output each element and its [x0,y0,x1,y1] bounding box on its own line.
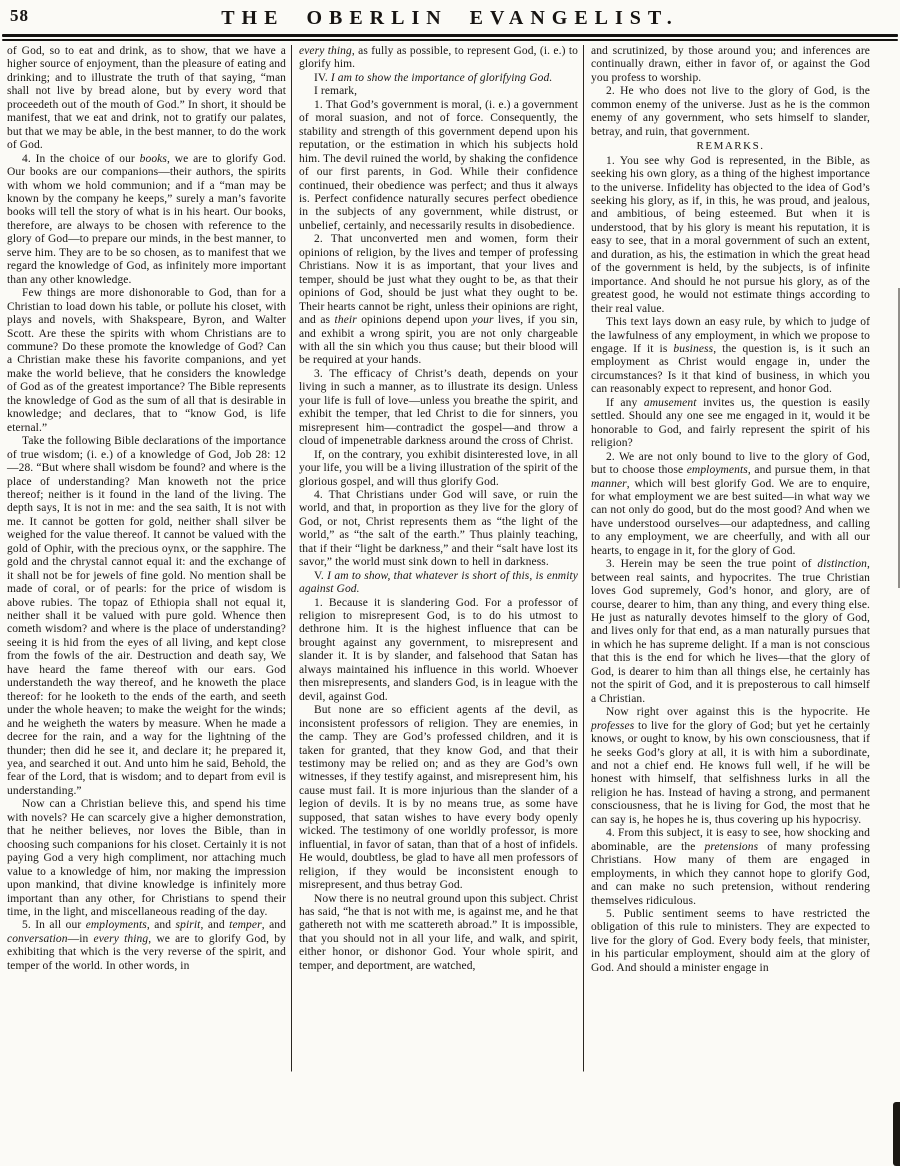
paragraph: 4. That Christians under God will save, or ruin the world, and that, in proportion as they live for the glory of God, or not, Christ represents them as “the light of the world,” as “the salt of the earth.” Thus plainly teaching, that if their “light be darkness,” and their “salt have lost its savor,” the world must sink down to hell in darkness. [299,488,578,569]
paragraph: of God, so to eat and drink, as to show, that we have a higher source of enjoyment, than the pleasure of eating and drinking; and to illustrate the truth of that saying, “man shall not live by bread alone, but by every word that proceedeth out of the mouth of God.” In short, it should be manifest, that we eat and drink, not to gratify our palates, but that we may be able, in the best manner, to do the work of God. [7,45,286,152]
paragraph: 1. Because it is slandering God. For a professor of religion to misrepresent God, is to do his utmost to dethrone him. It is the highest influence that can be brought against any government, to misrepresent and slander it. It is by slander, and falsehood that Satan has always maintained his influence in this world. Whoever then misrepresents, and slanders God, is in league with the devil, against God. [299,596,578,703]
paragraph: This text lays down an easy rule, by which to judge of the lawfulness of any employment, in which we propose to engage. If it is business, the question is, is it such an employment as Christ would engage in, under the circumstances? Is it that kind of business, in which you can reasonably expect to represent, and honor God. [591,316,871,396]
article-columns [0,41,900,1161]
paragraph: If, on the contrary, you exhibit disinterested love, in all your life, you will be a living illustration of the spirit of the glorious gospel, and will thus glorify God. [299,448,578,488]
section-heading-v: V. I am to show, that whatever is short of this, is enmity against God. [299,569,578,596]
paragraph: 5. In all our employments, and spirit, and temper, and conversation—in every thing, we are to glorify God, by exhibiting that which is the very reverse of the spirit, and temper of the world. In other words, in [7,919,286,972]
paragraph: 5. Public sentiment seems to have restricted the obligation of this rule to ministers. They are expected to live for the glory of God. Every body feels, that minister, in his particular employment, should aim at the glory of God. And should a minister engage in [591,908,870,974]
paragraph: Now can a Christian believe this, and spend his time with novels? He can scarcely give a higher demonstration, that he neither believes, nor loves the Bible, than in choosing such companions for his closet. Certainly it is not paying God a very high compliment, nor attaching much value to a knowledge of him, nor making the impression upon mankind, that divine knowledge is infinitely more important than any other, for Christians to spend their time, in the light, and miscellaneous reading of the day. [7,798,286,918]
paragraph: Take the following Bible declarations of the importance of true wisdom; (i. e.) of a knowledge of God, Job 28: 12—28. “But where shall wisdom be found? and where is the place of understanding? Man knoweth not the price thereof; neither is it found in the land of the living. The depth says, It is not in me: and the sea saith, It is not with me. It cannot be gotten for gold, neither shall silver be weighed for the value thereof. It cannot be valued with the gold of Ophir, with the precious oynx, or the sapphire. The gold and the chrystal cannot equal it: and the exchange of it shall not be for jewels of fine gold. No mention shall be made of coral, or of pearls: for the price of wisdom is above rubies. The topaz of Ethiopia shall not equal it, neither shall it be valued with pure gold. Whence then cometh wisdom? and where is the place of understanding? seeing it is hid from the eyes of all living, and kept close from the fowls of the air. Destruction and death say, We have heard the fame thereof with our ears. God understandeth the way thereof, and he knoweth the place thereof: for he looketh to the ends of the earth, and seeth under the whole heaven; to make the weight for the winds; and he weigheth the waters by measure. When he made a decree for the rain, and a way for the lightning of the thunder; then did he see it, and declare it; he prepared it, yea, and searched it out. And unto him he said, Behold, the fear of the Lord, that is wisdom; and to depart from evil is understanding.” [7,435,286,797]
column-1 [0,43,291,1161]
page-title: THE OBERLIN EVANGELIST. [221,7,679,29]
header-rule-thick [2,34,898,37]
paragraph: If any amusement invites us, the question is easily settled. Should any one see me engaged in it, would it be honorable to God, and fairly represent the spirit of his religion? [591,396,871,450]
paragraph: 4. From this subject, it is easy to see, how shocking and abominable, are the pretensions of many professing Christians. How many of them are engaged in employments, in which they cannot hope to glorify God, and can make no such pretension, without rendering themselves ridiculous. [591,827,870,907]
paragraph: 2. That unconverted men and women, form their opinions of religion, by the lives and temper of professing Christians. Now it is as important, that your lives and temper, should be just what they ought to be, as that their opinions of God, should be just what they ought to be. Their hearts cannot be right, unless their opinions are right, and as their opinions depend upon your lives, if you sin, and exhibit a wrong spirit, you are not only chargeable with all the sin which you thus cause; but their blood will be required at your hands. [299,233,578,367]
column-2 [292,43,583,1161]
paragraph: I remark, [314,85,358,98]
header-rule [0,34,900,41]
paragraph: 1. That God’s government is moral, (i. e.) a government of moral suasion, and not of force. Consequently, the stability and strength of this government depend upon his reputation, or the estimation in which his subjects hold him. The devil ruined the world, by shaking the confidence of our first parents, in God. While their confidence continued, their obedience was perfect; and thus it always is. Perfect confidence naturally secures perfect obedience in the subjects of any government, while distrust, or unbelief, certainly, and necessarily results in disobedience. [299,98,578,232]
section-heading-remarks: REMARKS. [696,140,765,153]
paragraph: Few things are more dishonorable to God, than for a Christian to load down his table, or pollute his closet, with plays and novels, with Shakspeare, Byron, and Walter Scott. Are these the spirits with whom Christians are to commune? Do these promote the knowledge of God? Can a Christian make these his favorite companions, and yet make the world believe, that he considers the knowledge of God as of the greatest importance? The Bible represents the knowledge of God as the sum of all that is desirable in knowledge; and declares, that to “know God, is life eternal.” [7,287,286,434]
paragraph: and scrutinized, by those around you; and inferences are continually drawn, either in favor of, or against the God you profess to worship. [591,45,870,84]
paragraph: But none are so efficient agents af the devil, as inconsistent professors of religion. They are enemies, in the camp. They are God’s professed children, and it is taken for granted, that they know God, and that their testimony may be relied on; and as they are God’s own witnesses, if they testify against, and misrepresent him, his cause must fail. It is more injurious than the slander of a legion of devils. It is by no means true, as some have supposed, that satan wishes to have every body openly wicked. The testimony of one worldly professor, is more influential, in favor of satan, than that of a host of infidels. He would, doubtless, be glad to have all men professors of religion, if they would be inconsistent enough to misrepresent, and thus betray God. [299,704,578,892]
masthead [0,0,900,34]
scan-artifact-blot [893,1102,900,1166]
section-heading-iv: IV. I am to show the importance of glorifying God. [314,71,553,84]
paragraph: 3. The efficacy of Christ’s death, depends on your living in such a manner, as to illustrate its design. Unless your life is full of love—unless you breathe the spirit, and exhibit the temper, that led Christ to die for sinners, you misrepresent him—contradict the gospel—and throw a cloud of impenetrable darkness around the cross of Christ. [299,367,578,448]
column-3 [584,43,875,1161]
paragraph: 3. Herein may be seen the true point of distinction, between real saints, and hypocrites. The true Christian loves God supremely, God’s honor, and glory, are of course, dearer to him, than any thing, and every thing else. He just as naturally devotes himself to the glory of God, and lives only for that end, as a man naturally pursues that in which he has supreme delight. If a man is not conscious that this is the end for which he lives—that the glory of God, is dearer to him than all things else, he certainly has not the spirit of God, and it is preposterous to call himself a Christian. [591,558,870,705]
paragraph: 2. He who does not live to the glory of God, is the common enemy of the universe. Just as he is the common enemy of any government, who sets himself to slander, betray, and ruin, that government. [591,85,870,138]
paragraph: Now right over against this is the hypocrite. He professes to live for the glory of God; but yet he certainly knows, or ought to know, by his own consciousness, that if he seeks God’s glory at all, it is with him a subordinate, and not a chief end. He knows full well, if he will be honest with himself, that selfishness lurks in all the religion he has. Instead of having a strong, and permanent consciousness, that he is living for God, the most that he can say is, he hopes he is, thus covering up his hypocrisy. [591,706,870,826]
page-number: 58 [10,6,29,25]
paragraph: 1. You see why God is represented, in the Bible, as seeking his own glory, as a thing of the highest importance to the universe. Infidelity has objected to the idea of God’s seeking his glory, as if, in this, he was proud, and jealous, and ambitious, of being esteemed. But when it is understood, that by his glory is meant his reputation, it is easy to see, that in a moral government of such an extent, and duration, as his, the estimation in which the great head of the government is held, by the subjects, is of infinite importance. And should he not pursue his glory, as of the greatest good, he would not estimate things according to their real value. [591,154,870,315]
paragraph: 4. In the choice of our books, we are to glorify God. Our books are our companions—their authors, the spirits with whom we hold communion; and if a “man may be known by the company he keeps,” surely a man’s favorite books will tell the story of what is in his heart. Our books, therefore, are always to be chosen with reference to the glory of God—to prepare our minds, in the best manner, to serve him. They are to be so chosen, as to manifest that we regard the knowledge of God, as infinitely more important than any other knowledge. [7,152,286,286]
paragraph: every thing, as fully as possible, to represent God, (i. e.) to glorify him. [299,45,578,71]
paragraph: 2. We are not only bound to live to the glory of God, but to choose those employments, and pursue them, in that manner, which will best glorify God. We are to enquire, for what employment we are best suited—in what way we can not only do good, but do the most good? And when we have understood ourselves—our adaptedness, and calling to any employment, we are cheerfully, and with all our hearts, to engage in it, for the glory of God. [591,450,870,557]
paragraph: Now there is no neutral ground upon this subject. Christ has said, “he that is not with me, is against me, and he that gathereth not with me scattereth abroad.” It is impossible, that you should not in all your life, and walk, and spirit, either honor, or dishonor God. Your whole spirit, and temper, and deportment, are watched, [299,892,578,972]
